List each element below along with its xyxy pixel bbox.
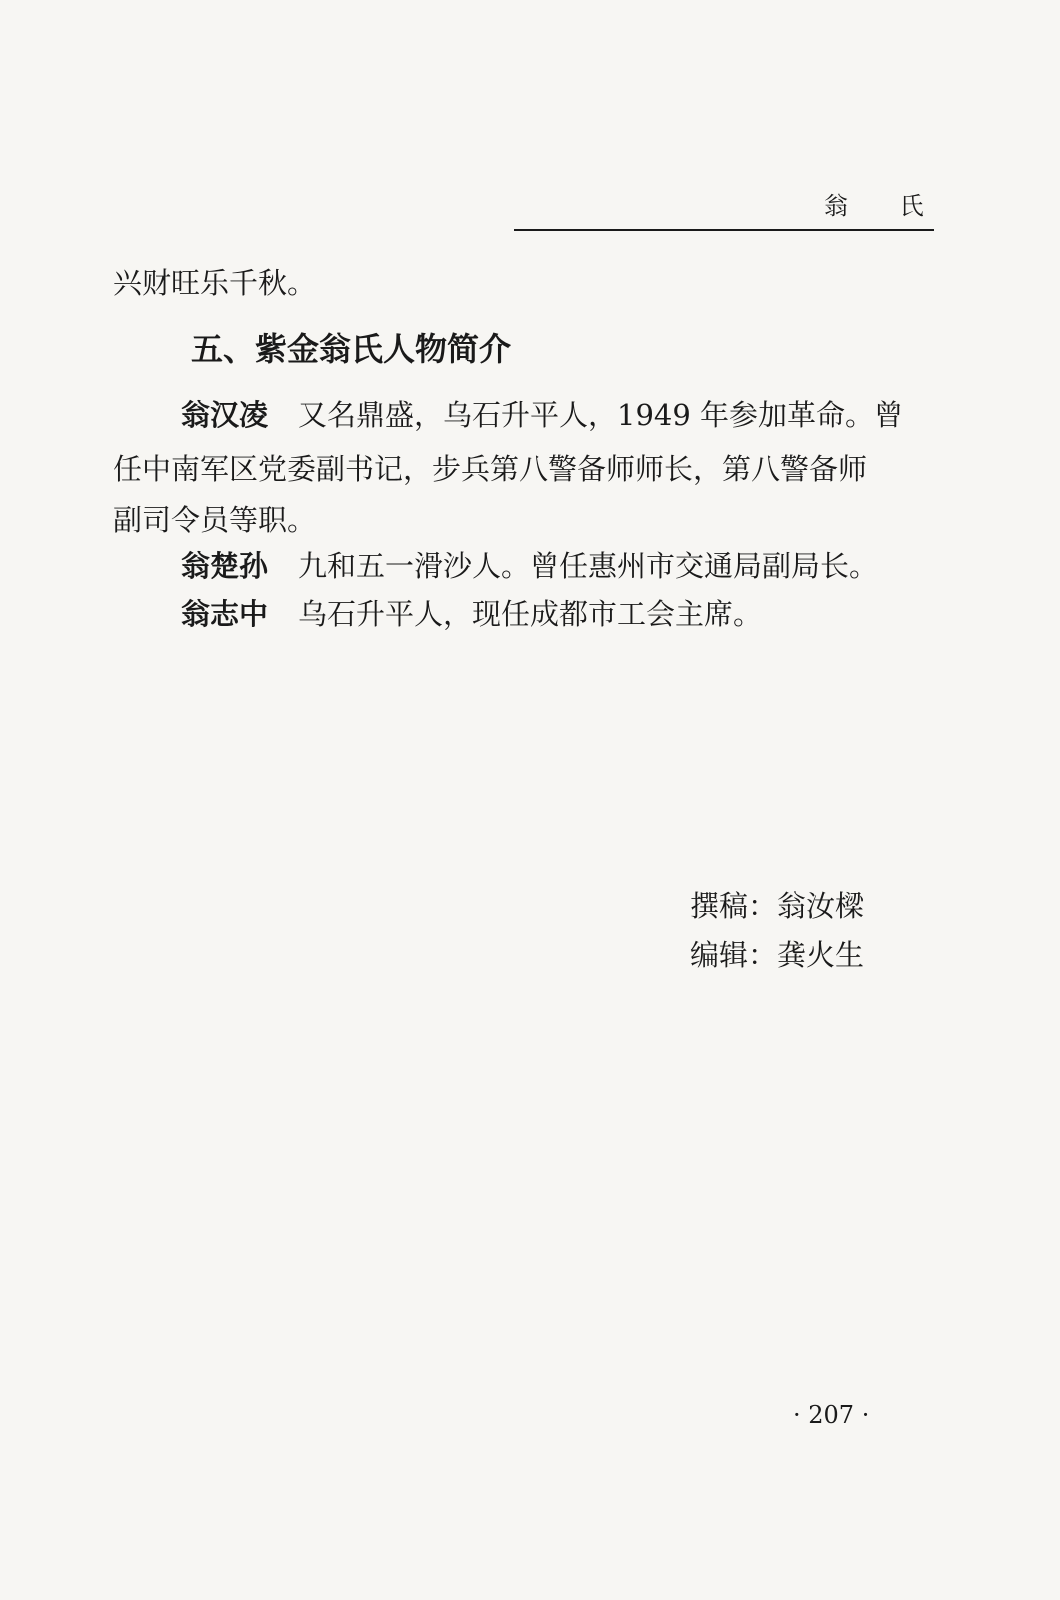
entry-text: 又名鼎盛，乌石升平人，1949 年参加革命。曾 [298,398,904,432]
writer-credit: 撰稿：翁汝樑 [690,889,865,923]
entry-weng-zhizhong [181,596,762,632]
person-name: 翁楚孙 [181,549,269,583]
section-heading: 五、紫金翁氏人物简介 [191,330,512,368]
entry-text: 乌石升平人，现任成都市工会主席。 [298,597,763,631]
continuation-text: 兴财旺乐千秋。 [113,266,317,300]
editor-credit: 编辑：龚火生 [690,938,865,972]
page-number: · 207 · [793,1401,870,1429]
person-name: 翁汉凌 [181,398,269,432]
entry-weng-hanling-line-3: 副司令员等职。 [113,503,317,537]
entry-weng-hanling-line-1 [181,397,903,433]
entry-text: 九和五一滑沙人。曾任惠州市交通局副局长。 [298,549,879,583]
entry-weng-hanling-line-2: 任中南军区党委副书记，步兵第八警备师师长，第八警备师 [113,452,868,486]
person-name: 翁志中 [181,597,269,631]
entry-weng-chusun [181,548,878,584]
running-header-title: 翁 氏 [824,192,946,220]
header-divider [514,229,934,231]
